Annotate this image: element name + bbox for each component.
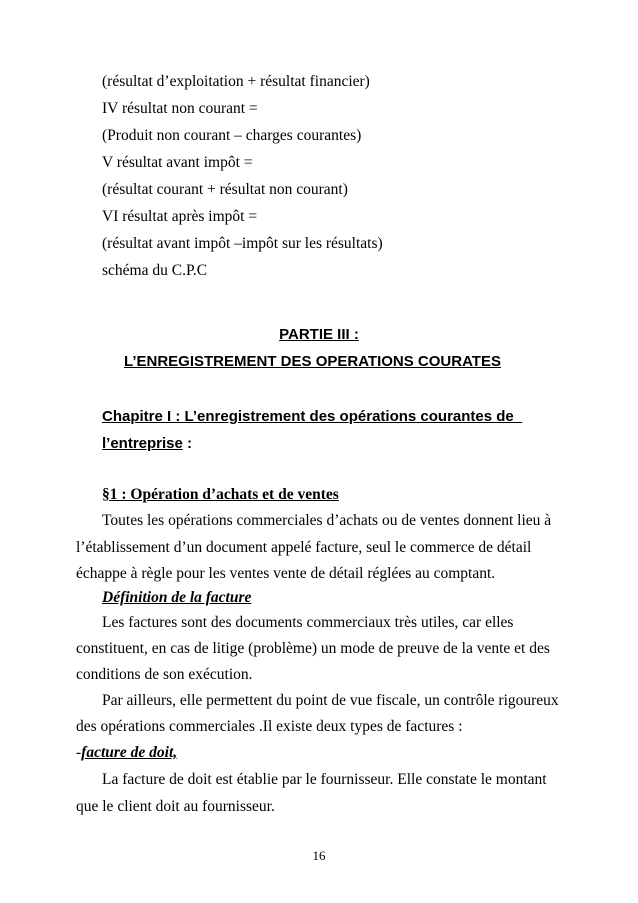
- text-line: schéma du C.P.C: [102, 262, 208, 279]
- facture-doit-label: facture de doit,: [81, 744, 178, 761]
- text-line: VI résultat après impôt =: [102, 208, 258, 225]
- definition-heading: Définition de la facture: [102, 589, 252, 606]
- dash: -: [76, 744, 82, 761]
- chapter-heading-tail: :: [182, 435, 193, 452]
- text-line: (résultat avant impôt –impôt sur les résultats): [102, 235, 383, 252]
- chapter-heading-link[interactable]: l’entreprise: [102, 435, 183, 452]
- text-line: (résultat d’exploitation + résultat financier): [102, 73, 370, 90]
- facture-doit-heading: [76, 743, 177, 763]
- chapter-heading-line1: Chapitre I : L’enregistrement des opérations courantes de: [102, 408, 514, 425]
- paragraph-line: Les factures sont des documents commerciaux très utiles, car elles: [102, 614, 514, 631]
- paragraph-line: conditions de son exécution.: [76, 666, 253, 683]
- section-heading: §1 : Opération d’achats et de ventes: [102, 486, 339, 503]
- paragraph-line: que le client doit au fournisseur.: [76, 798, 275, 815]
- chapter-heading-cont: [102, 434, 192, 454]
- paragraph-line: La facture de doit est établie par le fournisseur. Elle constate le montant: [102, 771, 547, 788]
- page-number: 16: [312, 848, 326, 863]
- text-line: (résultat courant + résultat non courant): [102, 181, 348, 198]
- part-subtitle: L’ENREGISTREMENT DES OPERATIONS COURATES: [124, 353, 501, 370]
- paragraph-line: Toutes les opérations commerciales d’achats ou de ventes donnent lieu à: [102, 512, 552, 529]
- text-line: (Produit non courant – charges courantes): [102, 127, 362, 144]
- paragraph-line: l’établissement d’un document appelé facture, seul le commerce de détail: [76, 539, 532, 556]
- paragraph-line: échappe à règle pour les ventes vente de détail réglées au comptant.: [76, 565, 496, 582]
- paragraph-line: Par ailleurs, elle permettent du point de vue fiscale, un contrôle rigoureux: [102, 692, 559, 709]
- paragraph-line: des opérations commerciales .Il existe deux types de factures :: [76, 718, 463, 735]
- text-line: IV résultat non courant =: [102, 100, 258, 117]
- chapter-heading: [102, 407, 522, 427]
- text-line: V résultat avant impôt =: [102, 154, 253, 171]
- part-title: PARTIE III :: [279, 326, 359, 343]
- paragraph-line: constituent, en cas de litige (problème) un mode de preuve de la vente et des: [76, 640, 550, 657]
